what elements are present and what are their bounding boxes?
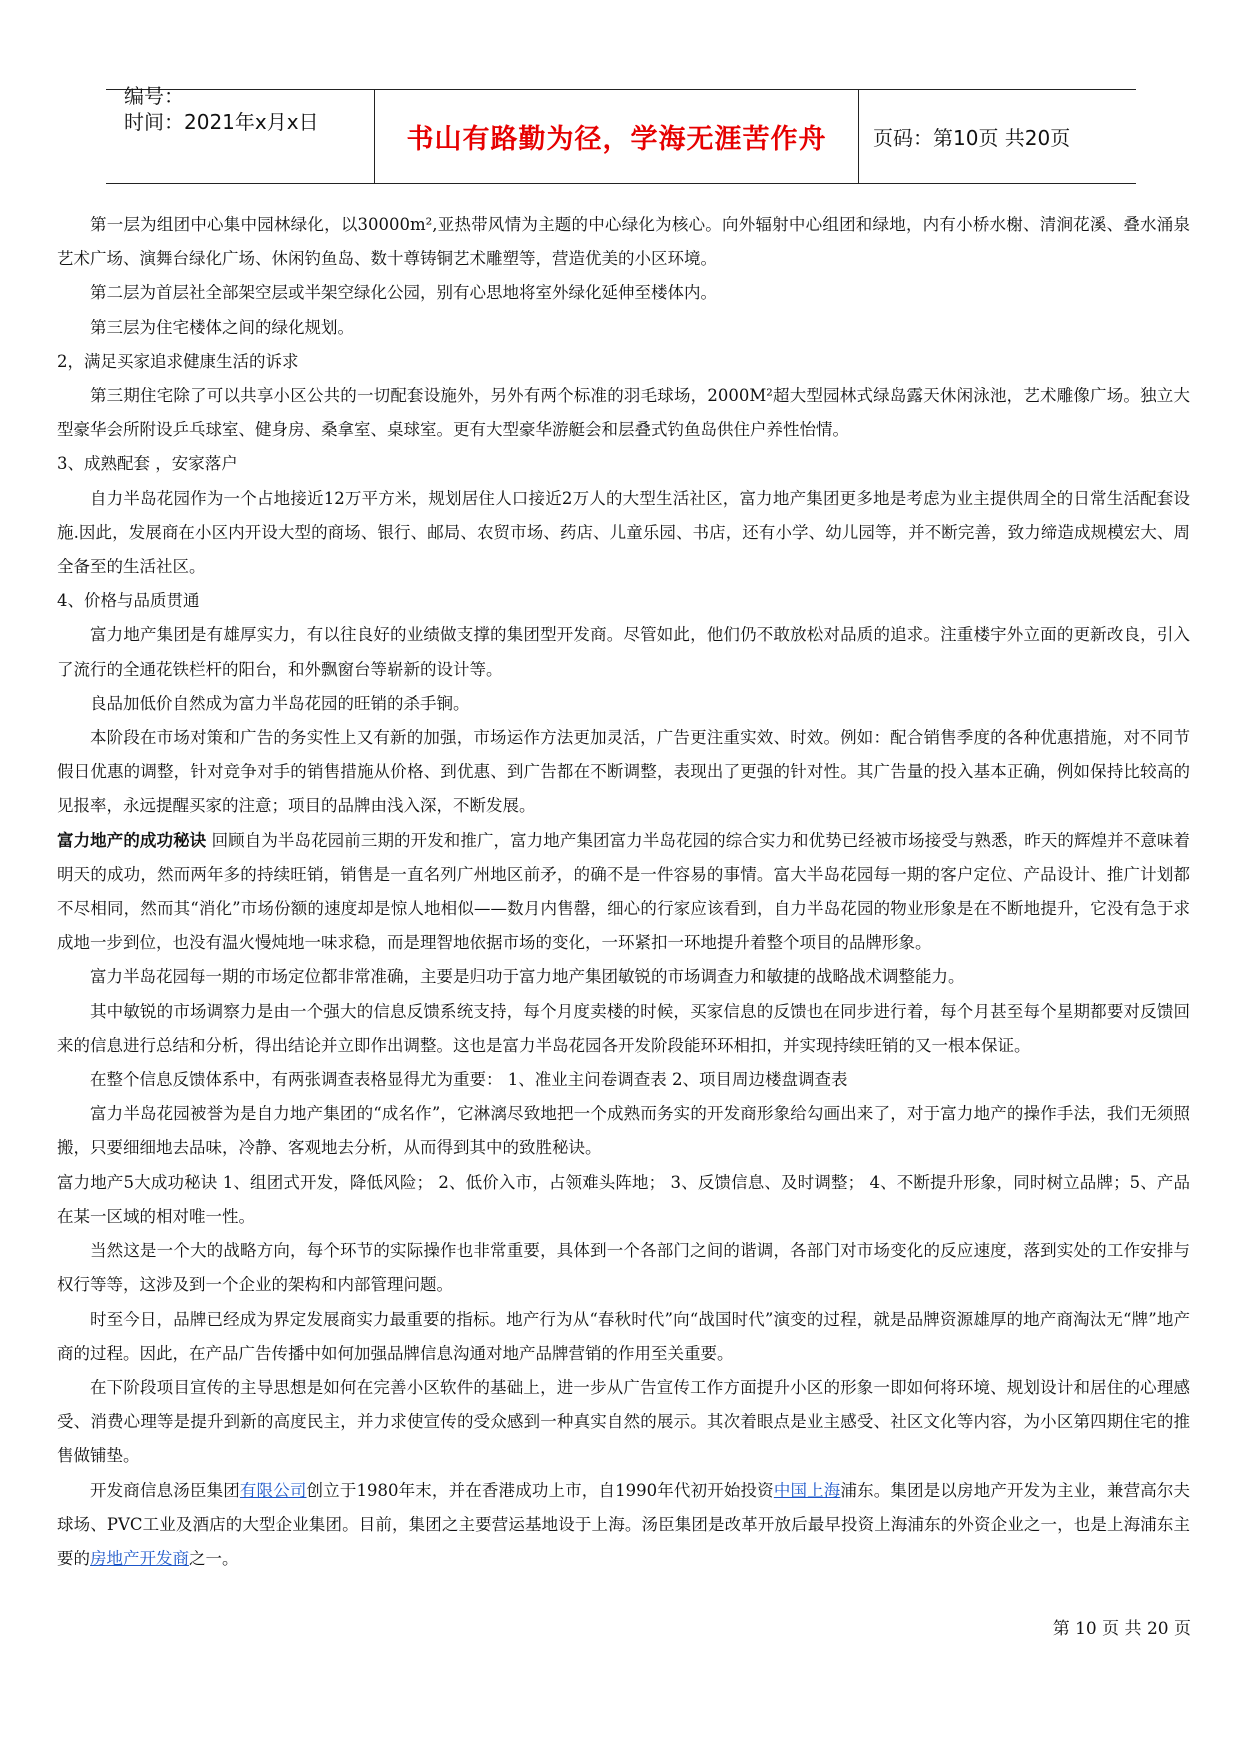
link-limited-company[interactable]: 有限公司 xyxy=(239,1480,307,1500)
paragraph: 第二层为首层社全部架空层或半架空绿化公园，别有心思地将室外绿化延伸至楼体内。 xyxy=(90,283,717,303)
paragraph-text: 浦东。集团是以房地产开发为主业，兼营高尔夫球场、PVC工业及酒店的大型企业集团。目前，集团之主要营运基地设于上海。汤臣集团是改革开放后最早投资上海浦东的外资企业之一，也是上海浦东主要的 xyxy=(57,1480,1191,1568)
link-real-estate-developer[interactable]: 房地产开发商 xyxy=(90,1548,189,1568)
paragraph: 富力半岛花园每一期的市场定位都非常准确，主要是归功于富力地产集团敏锐的市场调查力和敏捷的战略战术调整能力。 xyxy=(90,967,965,987)
paragraph-text: 之一。 xyxy=(189,1548,239,1568)
paragraph-text: 创立于1980年末，并在香港成功上市，自1990年代初开始投资 xyxy=(306,1480,774,1500)
page-footer: 第 10 页 共 20 页 xyxy=(1052,1619,1191,1639)
paragraph: 在整个信息反馈体系中，有两张调查表格显得尤为重要： 1、准业主问卷调查表 2、项目周边楼盘调查表 xyxy=(90,1070,848,1090)
bold-lead-text: 富力地产的成功秘诀 xyxy=(57,830,207,850)
paragraph: 第三期住宅除了可以共享小区公共的一切配套设施外，另外有两个标准的羽毛球场，2000M²超大型园林式绿岛露天休闲泳池，艺术雕像广场。独立大型豪华会所附设乒乓球室、健身房、桑拿室、桌球室。更有大型豪华游艇会和层叠式钓鱼岛供住户养性怡情。 xyxy=(57,386,1190,440)
paragraph: 富力地产集团是有雄厚实力，有以往良好的业绩做支撑的集团型开发商。尽管如此，他们仍不敢放松对品质的追求。注重楼宇外立面的更新改良，引入了流行的全通花铁栏杆的阳台，和外飘窗台等崭新的设计等。 xyxy=(57,625,1190,679)
link-china-shanghai[interactable]: 中国上海 xyxy=(773,1480,841,1500)
paragraph: 当然这是一个大的战略方向，每个环节的实际操作也非常重要，具体到一个各部门之间的谐调，各部门对市场变化的反应速度，落到实处的工作安排与权行等等，这涉及到一个企业的架构和内部管理问题。 xyxy=(57,1241,1190,1295)
section-heading: 2，满足买家追求健康生活的诉求 xyxy=(57,351,299,371)
header-page-number: 页码：第10页 共20页 xyxy=(873,126,1071,150)
paragraph: 在下阶段项目宣传的主导思想是如何在完善小区软件的基础上，进一步从广告宣传工作方面提升小区的形象一即如何将环境、规划设计和居住的心理感受、消费心理等是提升到新的高度民主，并力求使宣传的受众感到一种真实自然的展示。其次着眼点是业主感受、社区文化等内容，为小区第四期住宅的推售做铺垫。 xyxy=(57,1377,1190,1466)
paragraph: 第三层为住宅楼体之间的绿化规划。 xyxy=(90,317,354,337)
paragraph: 本阶段在市场对策和广告的务实性上又有新的加强，市场运作方法更加灵活，广告更注重实效、时效。例如：配合销售季度的各种优惠措施，对不同节假日优惠的调整，针对竞争对手的销售措施从价格、到优惠、到广告都在不断调整，表现出了更强的针对性。其广告量的投入基本正确，例如保持比较高的见报率，永远提醒买家的注意；项目的品牌由浅入深，不断发展。 xyxy=(57,728,1190,816)
paragraph: 良品加低价自然成为富力半岛花园的旺销的杀手锏。 xyxy=(90,693,470,713)
header-page-cell xyxy=(859,90,1136,183)
paragraph: 其中敏锐的市场调察力是由一个强大的信息反馈系统支持，每个月度卖楼的时候，买家信息的反馈也在同步进行着，每个月甚至每个星期都要对反馈回来的信息进行总结和分析，得出结论并立即作出调整。这也是富力半岛花园各开发阶段能环环相扣，并实现持续旺销的又一根本保证。 xyxy=(57,1001,1190,1055)
paragraph: 自力半岛花园作为一个占地接近12万平方米，规划居住人口接近2万人的大型生活社区，富力地产集团更多地是考虑为业主提供周全的日常生活配套设施.因此，发展商在小区内开设大型的商场、银行、邮局、农贸市场、药店、儿童乐园、书店，还有小学、幼儿园等，并不断完善，致力缔造成规模宏大、周全备至的生活社区。 xyxy=(57,488,1190,577)
paragraph-developer-info xyxy=(57,1474,1190,1577)
section-heading: 3、成熟配套 ，安家落户 xyxy=(57,454,238,474)
document-time-label: 时间：2021年x月x日 xyxy=(124,110,319,134)
page-header xyxy=(106,84,1136,184)
document-body xyxy=(57,208,1190,1576)
header-motto-cell xyxy=(375,90,859,183)
header-info-cell xyxy=(106,84,375,183)
paragraph-success-secret xyxy=(57,824,1190,961)
paragraph: 时至今日，品牌已经成为界定发展商实力最重要的指标。地产行为从“春秋时代”向“战国时代”演变的过程，就是品牌资源雄厚的地产商淘汰无“牌”地产商的过程。因此，在产品广告传播中如何加强品牌信息沟通对地产品牌营销的作用至关重要。 xyxy=(57,1309,1190,1363)
paragraph-text: 开发商信息汤臣集团 xyxy=(90,1480,240,1500)
document-number-label: 编号： xyxy=(124,84,184,108)
section-heading: 4、价格与品质贯通 xyxy=(57,591,200,611)
motto-text: 书山有路勤为径，学海无涯苦作舟 xyxy=(406,124,827,155)
paragraph: 富力半岛花园被誉为是自力地产集团的“成名作”，它淋漓尽致地把一个成熟而务实的开发商形象给勾画出来了，对于富力地产的操作手法，我们无须照搬，只要细细地去品味，冷静、客观地去分析，从而得到其中的致胜秘诀。 xyxy=(57,1104,1190,1158)
paragraph: 第一层为组团中心集中园林绿化，以30000m²,亚热带风情为主题的中心绿化为核心。向外辐射中心组团和绿地，内有小桥水榭、清涧花溪、叠水涌泉艺术广场、演舞台绿化广场、休闲钓鱼岛、数十尊铸铜艺术雕塑等，营造优美的小区环境。 xyxy=(57,215,1190,269)
paragraph-text: 回顾自为半岛花园前三期的开发和推广，富力地产集团富力半岛花园的综合实力和优势已经被市场接受与熟悉，昨天的辉煌并不意味着明天的成功，然而两年多的持续旺销，销售是一直名列广州地区前矛，的确不是一件容易的事情。富大半岛花园每一期的客户定位、产品设计、推广计划都不尽相同，然而其“消化”市场份额的速度却是惊人地相似——数月内售罄，细心的行家应该看到，自力半岛花园的物业形象是在不断地提升，它没有急于求成地一步到位，也没有温火慢炖地一味求稳，而是理智地依据市场的变化，一环紧扣一环地提升着整个项目的品牌形象。 xyxy=(57,830,1190,953)
paragraph: 富力地产5大成功秘诀 1、组团式开发，降低风险； 2、低价入市，占领难头阵地； 3、反馈信息、及时调整； 4、不断提升形象，同时树立品牌；5、产品在某一区域的相对唯一性。 xyxy=(57,1172,1190,1226)
